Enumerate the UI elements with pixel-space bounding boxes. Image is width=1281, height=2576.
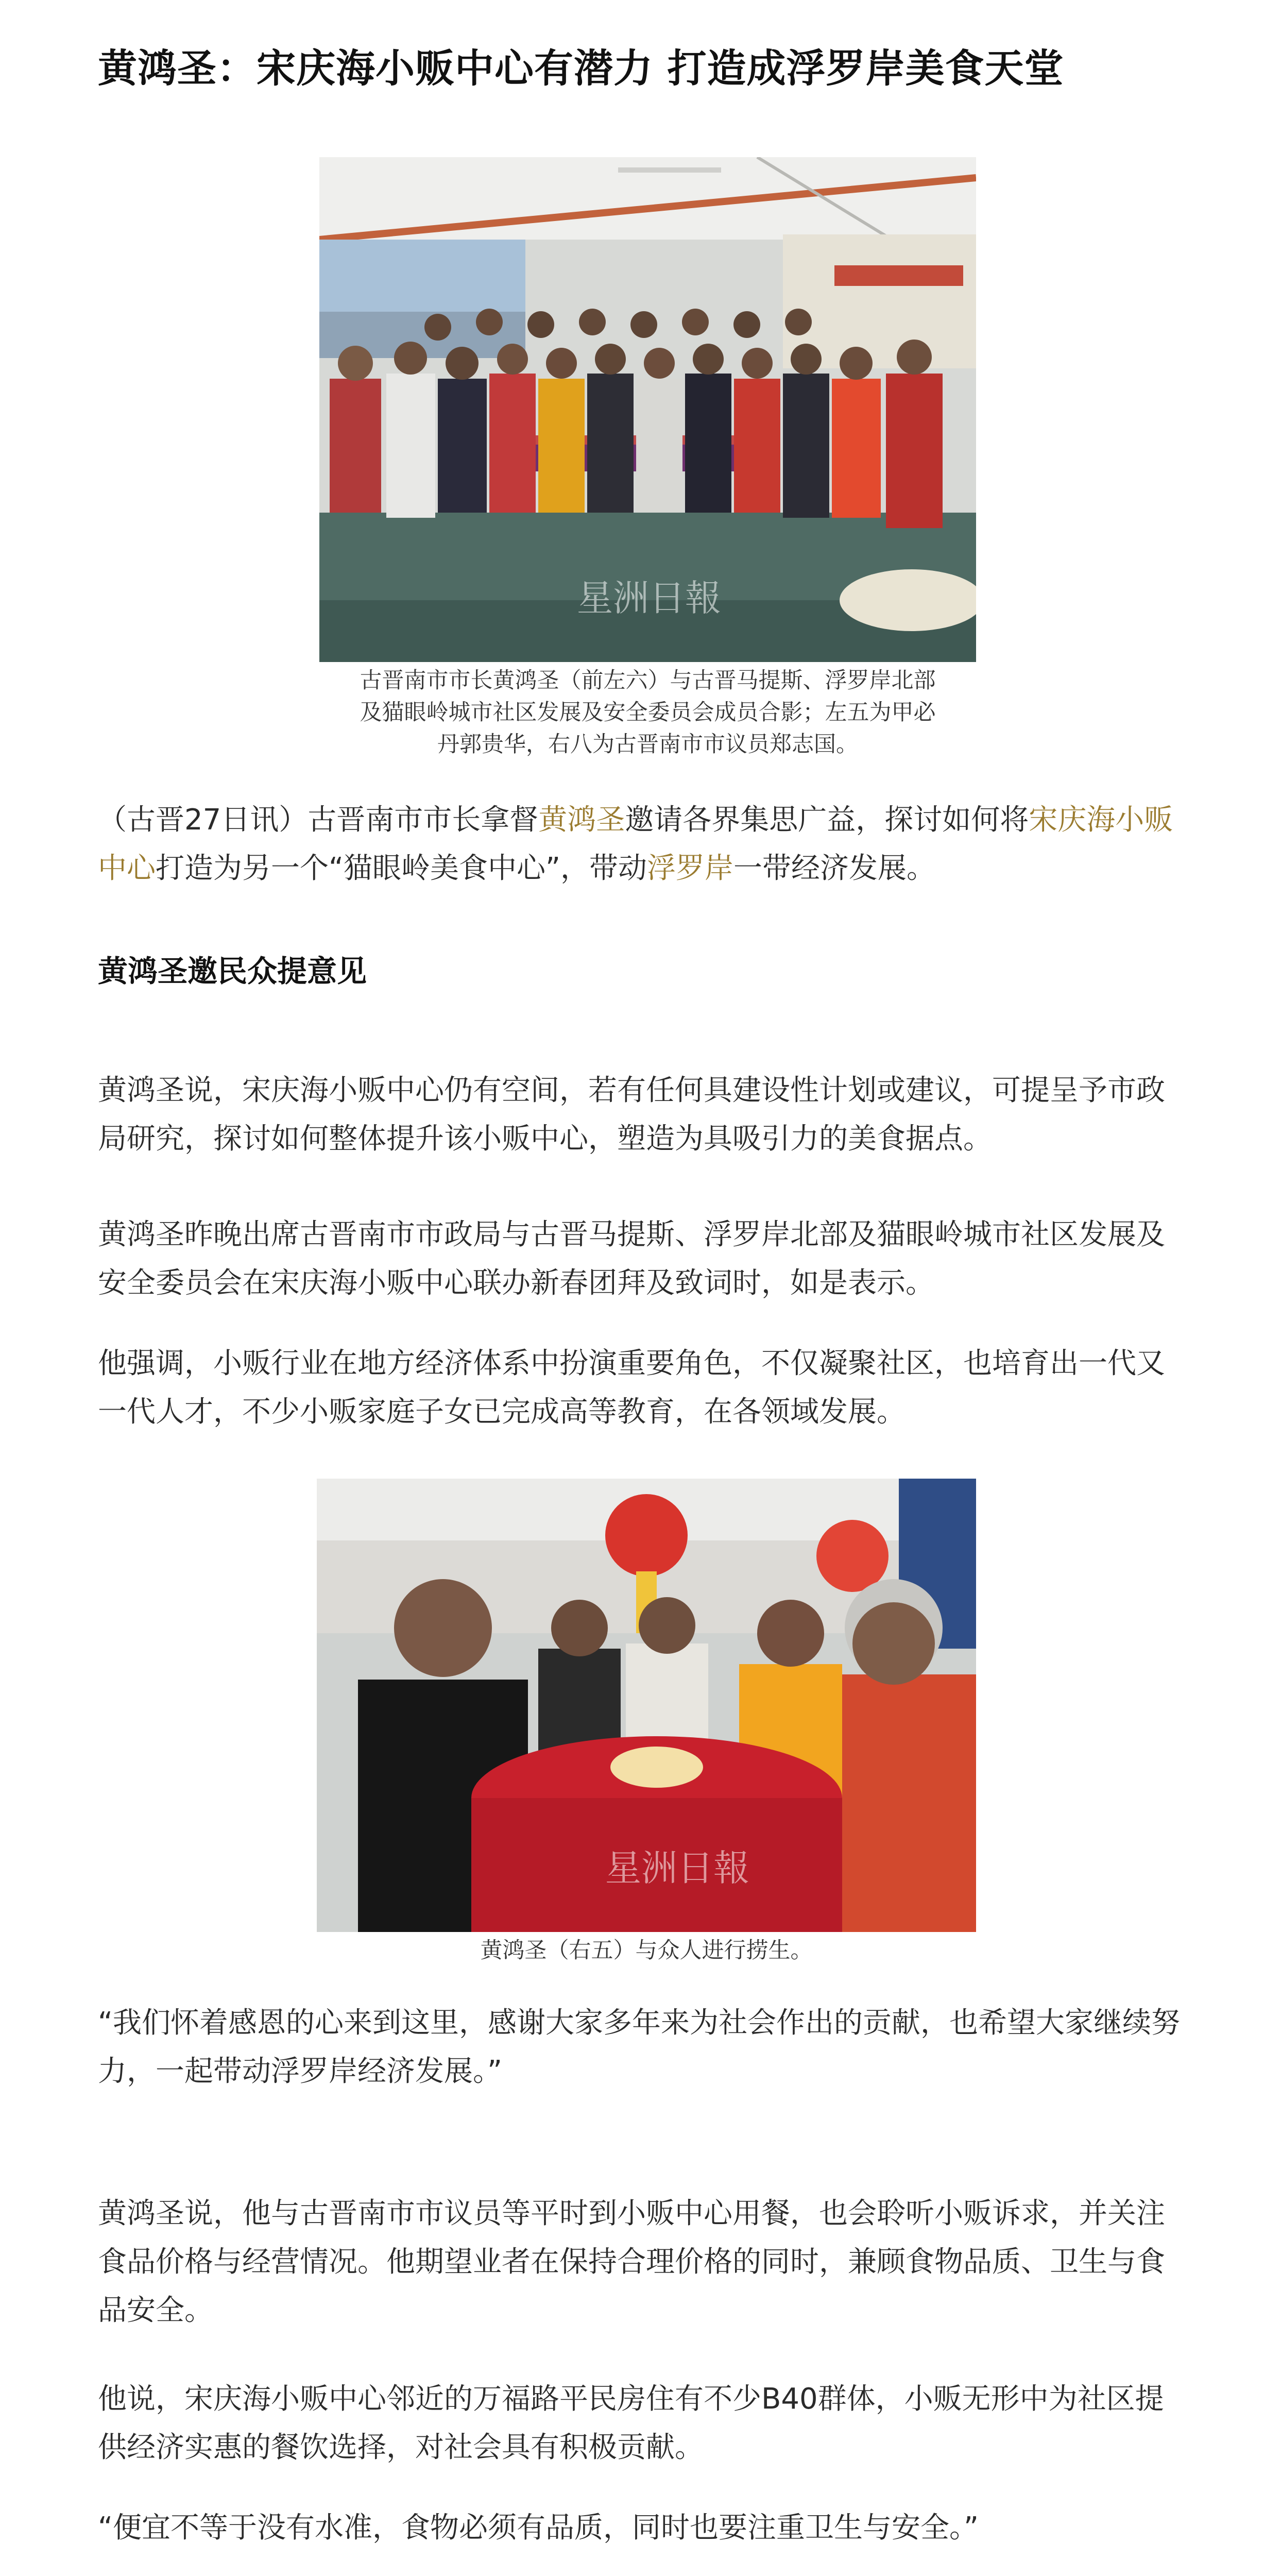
quote: “便宜不等于没有水准，食物必须有品质，同时也要注重卫生与安全。” — [98, 2511, 979, 2545]
caption-line: 黄鸿圣（右五）与众人进行捞生。 — [480, 1938, 813, 1963]
lohei-photo-caption — [317, 1935, 976, 1967]
caption-line: 古晋南市市长黄鸿圣（前左六）与古晋马提斯、浮罗岸北部 — [360, 668, 936, 693]
subhead-public-opinion: 黄鸿圣邀民众提意见 — [98, 954, 367, 989]
group-photo-caption — [304, 665, 992, 760]
lohei-photo — [317, 1479, 976, 1932]
caption-line: 丹郭贵华，右八为古晋南市市议员郑志国。 — [437, 732, 858, 757]
paragraph: 黄鸿圣说，他与古晋南市市议员等平时到小贩中心用餐，也会聆听小贩诉求，并关注食品价格与经营情况。他期望业者在保持合理价格的同时，兼顾食物品质、卫生与食品安全。 — [98, 2197, 1165, 2327]
link-huang-hongsheng[interactable]: 黄鸿圣 — [538, 803, 625, 837]
paragraph: 他说，宋庆海小贩中心邻近的万福路平民房住有不少B40群体，小贩无形中为社区提供经济实惠的餐饮选择，对社会具有积极贡献。 — [98, 2382, 1164, 2464]
paragraph: 黄鸿圣昨晚出席古晋南市市政局与古晋马提斯、浮罗岸北部及猫眼岭城市社区发展及安全委员会在宋庆海小贩中心联办新春团拜及致词时，如是表示。 — [98, 1218, 1165, 1300]
group-photo — [319, 157, 976, 662]
paragraph: 他强调，小贩行业在地方经济体系中扮演重要角色，不仅凝聚社区，也培育出一代又一代人才，不少小贩家庭子女已完成高等教育，在各领域发展。 — [98, 1347, 1165, 1429]
caption-line: 及猫眼岭城市社区发展及安全委员会成员合影；左五为甲必 — [360, 700, 936, 725]
link-fuluoan[interactable]: 浮罗岸 — [647, 852, 734, 885]
link-hawker-center[interactable]: 宋庆海小贩中心 — [98, 803, 1173, 885]
lead-paragraph — [98, 796, 1185, 893]
headline: 黄鸿圣：宋庆海小贩中心有潜力 打造成浮罗岸美食天堂 — [98, 45, 1064, 91]
paragraph: 黄鸿圣说，宋庆海小贩中心仍有空间，若有任何具建设性计划或建议，可提呈予市政局研究，探讨如何整体提升该小贩中心，塑造为具吸引力的美食据点。 — [98, 1074, 1165, 1156]
lohei-photo-image — [317, 1479, 976, 1932]
lead-text: 邀请各界集思广益，探讨如何将 — [625, 803, 1029, 837]
group-photo-image — [319, 157, 976, 662]
lead-text: 一带经济发展。 — [733, 852, 936, 885]
lead-text: 打造为另一个“猫眼岭美食中心”，带动 — [156, 852, 647, 885]
quote: “我们怀着感恩的心来到这里，感谢大家多年来为社会作出的贡献，也希望大家继续努力，一起带动浮罗岸经济发展。” — [98, 2006, 1181, 2088]
lead-text: （古晋27日讯）古晋南市市长拿督 — [98, 803, 539, 837]
photo-watermark: 星洲日報 — [605, 1847, 749, 1889]
photo-watermark: 星洲日報 — [577, 577, 721, 619]
